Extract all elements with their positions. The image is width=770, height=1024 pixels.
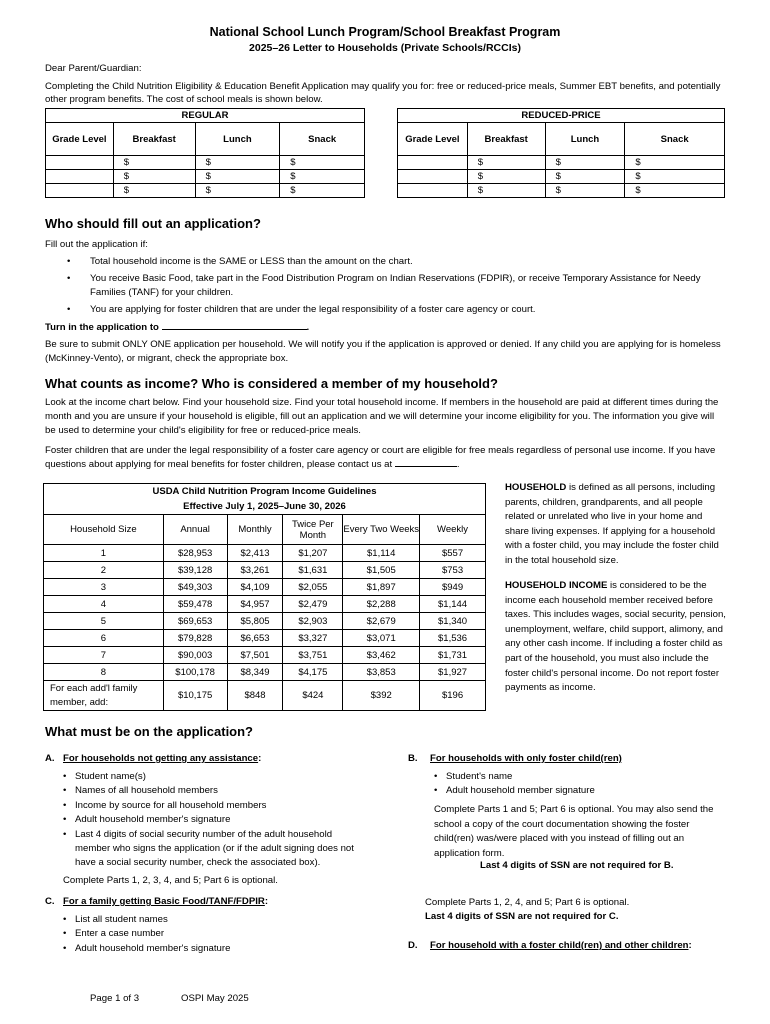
regular-caption: REGULAR: [46, 109, 365, 123]
guidelines-title: USDA Child Nutrition Program Income Guidelines: [152, 486, 377, 497]
reduced-snack-price[interactable]: $: [625, 170, 725, 184]
income-amount-cell: $100,178: [163, 664, 227, 681]
income-amount-cell: $6,653: [227, 630, 283, 647]
household-term: HOUSEHOLD: [505, 482, 567, 493]
household-size-cell: 3: [44, 579, 164, 596]
regular-lunch-price[interactable]: $: [195, 156, 280, 170]
section-d-colon: :: [688, 940, 692, 951]
list-item: • Names of all household members: [63, 784, 368, 798]
reduced-snack-price[interactable]: $: [625, 184, 725, 198]
section-d-label: [408, 940, 692, 951]
table-row: [44, 545, 486, 562]
household-size-cell: 1: [44, 545, 164, 562]
list-item: • Last 4 digits of social security number of the adult household member who signs the application (or if the adult signing does not have a social security number, check the associated box).: [63, 828, 368, 871]
must-heading: What must be on the application?: [45, 724, 253, 739]
income-amount-cell: $196: [420, 681, 486, 711]
household-size-cell: 4: [44, 596, 164, 613]
income-amount-cell: $392: [343, 681, 420, 711]
section-c-colon: :: [264, 896, 269, 907]
section-a-label: [45, 753, 261, 764]
income-amount-cell: $1,631: [283, 562, 343, 579]
household-income-term: HOUSEHOLD INCOME: [505, 580, 608, 591]
income-amount-cell: $10,175: [163, 681, 227, 711]
reduced-lunch-price[interactable]: $: [545, 170, 625, 184]
turn-in-blank[interactable]: [162, 329, 307, 330]
list-item: • Adult household member's signature: [63, 942, 363, 956]
income-amount-cell: $1,114: [343, 545, 420, 562]
income-amount-cell: $4,109: [227, 579, 283, 596]
reduced-grade-field[interactable]: [398, 170, 468, 184]
regular-grade-field[interactable]: [46, 184, 114, 198]
section-a-letter: A.: [45, 753, 55, 764]
income-amount-cell: $2,288: [343, 596, 420, 613]
table-row: [44, 596, 486, 613]
guidelines-title-cell: [44, 484, 486, 515]
income-amount-cell: $424: [283, 681, 343, 711]
income-amount-cell: $8,349: [227, 664, 283, 681]
household-income-definition: [505, 579, 727, 696]
table-row: [398, 184, 725, 198]
foster-contact-text: Foster children that are under the legal responsibility of a foster care agency or court are eligible for free meals regardless of personal use income. If you have questions about applying for meal benefits for foster children, please contact us at: [45, 445, 716, 470]
table-row: [44, 664, 486, 681]
footer-date: OSPI May 2025: [181, 993, 249, 1004]
section-a-colon: :: [258, 753, 262, 764]
section-b-title: For households with only foster child(ren): [430, 753, 622, 764]
who-bullet-list: [45, 255, 715, 320]
section-c-ssn-note: Last 4 digits of SSN are not required for C.: [425, 911, 619, 922]
contact-blank[interactable]: [395, 466, 457, 467]
regular-snack-price[interactable]: $: [280, 184, 365, 198]
reduced-price-table: [397, 108, 725, 198]
regular-snack-price[interactable]: $: [280, 156, 365, 170]
section-b-ssn-note: Last 4 digits of SSN are not required for B.: [480, 860, 674, 871]
header-twice-per-month: Twice Per Month: [283, 515, 343, 545]
list-item: • Income by source for all household members: [63, 799, 368, 813]
be-sure-paragraph: Be sure to submit ONLY ONE application per household. We will notify you if the application is approved or denied. If any child you are applying for is homeless (McKinney-Vento), or migrant, check the appropriate box.: [45, 339, 721, 364]
list-item: • Student's name: [434, 770, 724, 784]
section-c-list: [63, 913, 363, 956]
income-amount-cell: $1,536: [420, 630, 486, 647]
table-row: [44, 647, 486, 664]
reduced-header-grade: Grade Level: [398, 123, 468, 156]
who-lead: Fill out the application if:: [45, 239, 148, 250]
turn-in-line: [45, 321, 727, 335]
income-amount-cell: $69,653: [163, 613, 227, 630]
income-amount-cell: $949: [420, 579, 486, 596]
section-c-complete: Complete Parts 1, 2, 4, and 5; Part 6 is optional.: [425, 897, 630, 908]
list-item: • You receive Basic Food, take part in the Food Distribution Program on Indian Reservations (FDPIR), or receive Temporary Assistance for Needy Families (TANF) for your children.: [45, 272, 715, 300]
regular-lunch-price[interactable]: $: [195, 170, 280, 184]
list-item: • Adult household member's signature: [63, 813, 368, 827]
reduced-grade-field[interactable]: [398, 184, 468, 198]
intro-paragraph: Completing the Child Nutrition Eligibility & Education Benefit Application may qualify you for: free or reduced-price meals, Summer EBT benefits, and potentially other program benefits. The cost of school meals is shown below.: [45, 81, 721, 105]
regular-grade-field[interactable]: [46, 156, 114, 170]
income-heading: What counts as income? Who is considered a member of my household?: [45, 376, 498, 391]
table-row: [46, 184, 365, 198]
income-amount-cell: $4,175: [283, 664, 343, 681]
income-amount-cell: $848: [227, 681, 283, 711]
section-a-complete: Complete Parts 1, 2, 3, 4, and 5; Part 6 is optional.: [63, 875, 278, 886]
income-amount-cell: $79,828: [163, 630, 227, 647]
regular-breakfast-price[interactable]: $: [113, 184, 195, 198]
income-guidelines-table: [43, 483, 486, 711]
list-item: • Adult household member signature: [434, 784, 724, 798]
regular-breakfast-price[interactable]: $: [113, 156, 195, 170]
reduced-breakfast-price[interactable]: $: [467, 184, 545, 198]
regular-lunch-price[interactable]: $: [195, 184, 280, 198]
reduced-snack-price[interactable]: $: [625, 156, 725, 170]
header-every-two-weeks: Every Two Weeks: [343, 515, 420, 545]
page-title: National School Lunch Program/School Breakfast Program: [209, 25, 561, 39]
table-row: [46, 156, 365, 170]
income-amount-cell: $2,479: [283, 596, 343, 613]
income-amount-cell: $7,501: [227, 647, 283, 664]
reduced-caption: REDUCED-PRICE: [398, 109, 725, 123]
income-amount-cell: $2,055: [283, 579, 343, 596]
reduced-lunch-price[interactable]: $: [545, 156, 625, 170]
reduced-header-lunch: Lunch: [545, 123, 625, 156]
turn-in-period: .: [306, 322, 310, 333]
section-b-list: [434, 770, 724, 799]
regular-snack-price[interactable]: $: [280, 170, 365, 184]
section-c-label: [45, 896, 268, 907]
table-row: [44, 613, 486, 630]
regular-header-snack: Snack: [280, 123, 365, 156]
reduced-breakfast-price[interactable]: $: [467, 170, 545, 184]
page-subtitle: 2025–26 Letter to Households (Private Schools/RCCIs): [249, 42, 521, 54]
page-number: Page 1 of 3: [90, 993, 140, 1004]
household-size-cell: 7: [44, 647, 164, 664]
list-item: • You are applying for foster children that are under the legal responsibility of a foster care agency or court.: [45, 303, 715, 317]
reduced-grade-field[interactable]: [398, 156, 468, 170]
income-amount-cell: $1,207: [283, 545, 343, 562]
table-row: [44, 579, 486, 596]
income-amount-cell: $3,853: [343, 664, 420, 681]
household-size-cell: 2: [44, 562, 164, 579]
household-income-text: is considered to be the income each household member received before taxes. This includes wages, social security, pension, unemployment, welfare, child support, alimony, and any other cash income. If including a foster child as part of the household, you must also include the foster child's personal income. Do not report foster payments as income.: [505, 580, 726, 694]
reduced-header-breakfast: Breakfast: [467, 123, 545, 156]
table-row: [46, 170, 365, 184]
income-amount-cell: $39,128: [163, 562, 227, 579]
section-a-list: [63, 770, 368, 871]
reduced-breakfast-price[interactable]: $: [467, 156, 545, 170]
household-size-cell: 6: [44, 630, 164, 647]
table-row: [44, 562, 486, 579]
income-amount-cell: $4,957: [227, 596, 283, 613]
income-amount-cell: $90,003: [163, 647, 227, 664]
reduced-lunch-price[interactable]: $: [545, 184, 625, 198]
list-item: • Enter a case number: [63, 927, 363, 941]
list-item: • List all student names: [63, 913, 363, 927]
regular-header-breakfast: Breakfast: [113, 123, 195, 156]
regular-header-lunch: Lunch: [195, 123, 280, 156]
regular-header-grade: Grade Level: [46, 123, 114, 156]
greeting: Dear Parent/Guardian:: [45, 63, 142, 74]
income-amount-cell: $3,751: [283, 647, 343, 664]
regular-grade-field[interactable]: [46, 170, 114, 184]
income-paragraph-1: Look at the income chart below. Find your household size. Find your total household income. If members in the household are paid at different times during the month and you are unsure if your household is eligible, fill out an application and we will determine your income eligibility for you. The information you give will be used to determine your child's eligibility for free or reduced-price meals.: [45, 397, 719, 436]
table-row: [44, 630, 486, 647]
regular-price-table: [45, 108, 365, 198]
who-heading: Who should fill out an application?: [45, 216, 261, 231]
household-size-cell: 8: [44, 664, 164, 681]
income-amount-cell: $1,340: [420, 613, 486, 630]
section-b-letter: B.: [408, 753, 418, 764]
income-amount-cell: $1,897: [343, 579, 420, 596]
income-amount-cell: $59,478: [163, 596, 227, 613]
contact-period: .: [456, 459, 460, 470]
table-row: [398, 170, 725, 184]
income-amount-cell: $28,953: [163, 545, 227, 562]
income-amount-cell: $1,505: [343, 562, 420, 579]
guidelines-effective: Effective July 1, 2025–June 30, 2026: [183, 501, 346, 512]
income-amount-cell: $2,903: [283, 613, 343, 630]
income-amount-cell: $2,413: [227, 545, 283, 562]
list-item: • Student name(s): [63, 770, 368, 784]
income-amount-cell: $1,731: [420, 647, 486, 664]
section-d-title: For household with a foster child(ren) and other children: [430, 940, 689, 951]
header-household-size: Household Size: [44, 515, 164, 545]
income-amount-cell: $49,303: [163, 579, 227, 596]
turn-in-label: Turn in the application to: [45, 322, 159, 333]
table-row: [44, 681, 486, 711]
section-d-letter: D.: [408, 940, 418, 951]
header-annual: Annual: [163, 515, 227, 545]
section-b-complete: Complete Parts 1 and 5; Part 6 is optional. You may also send the school a copy of the court documentation showing the foster child(ren) was/were placed with you instead of filling out an application form.: [434, 804, 714, 859]
income-amount-cell: $3,261: [227, 562, 283, 579]
section-b-label: [408, 753, 622, 764]
income-paragraph-2: [45, 444, 727, 472]
income-amount-cell: $5,805: [227, 613, 283, 630]
section-a-title: For households not getting any assistance: [63, 753, 259, 764]
income-amount-cell: $2,679: [343, 613, 420, 630]
section-c-letter: C.: [45, 896, 55, 907]
reduced-header-snack: Snack: [625, 123, 725, 156]
income-amount-cell: $753: [420, 562, 486, 579]
income-amount-cell: $3,462: [343, 647, 420, 664]
income-amount-cell: $3,327: [283, 630, 343, 647]
income-amount-cell: $1,927: [420, 664, 486, 681]
header-weekly: Weekly: [420, 515, 486, 545]
household-text: is defined as all persons, including parents, children, grandparents, and all people related or unrelated who live in your home and share living expenses. If applying for a household with a foster child, you may include the foster child in the total household size.: [505, 482, 719, 566]
household-size-cell: 5: [44, 613, 164, 630]
table-row: [398, 156, 725, 170]
household-definition: [505, 481, 727, 569]
header-monthly: Monthly: [227, 515, 283, 545]
list-item: • Total household income is the SAME or LESS than the amount on the chart.: [45, 255, 715, 269]
income-amount-cell: $557: [420, 545, 486, 562]
income-amount-cell: $3,071: [343, 630, 420, 647]
regular-breakfast-price[interactable]: $: [113, 170, 195, 184]
income-amount-cell: $1,144: [420, 596, 486, 613]
section-c-title: For a family getting Basic Food/TANF/FDPIR: [63, 896, 265, 907]
household-size-cell: For each add'l family member, add:: [44, 681, 164, 711]
